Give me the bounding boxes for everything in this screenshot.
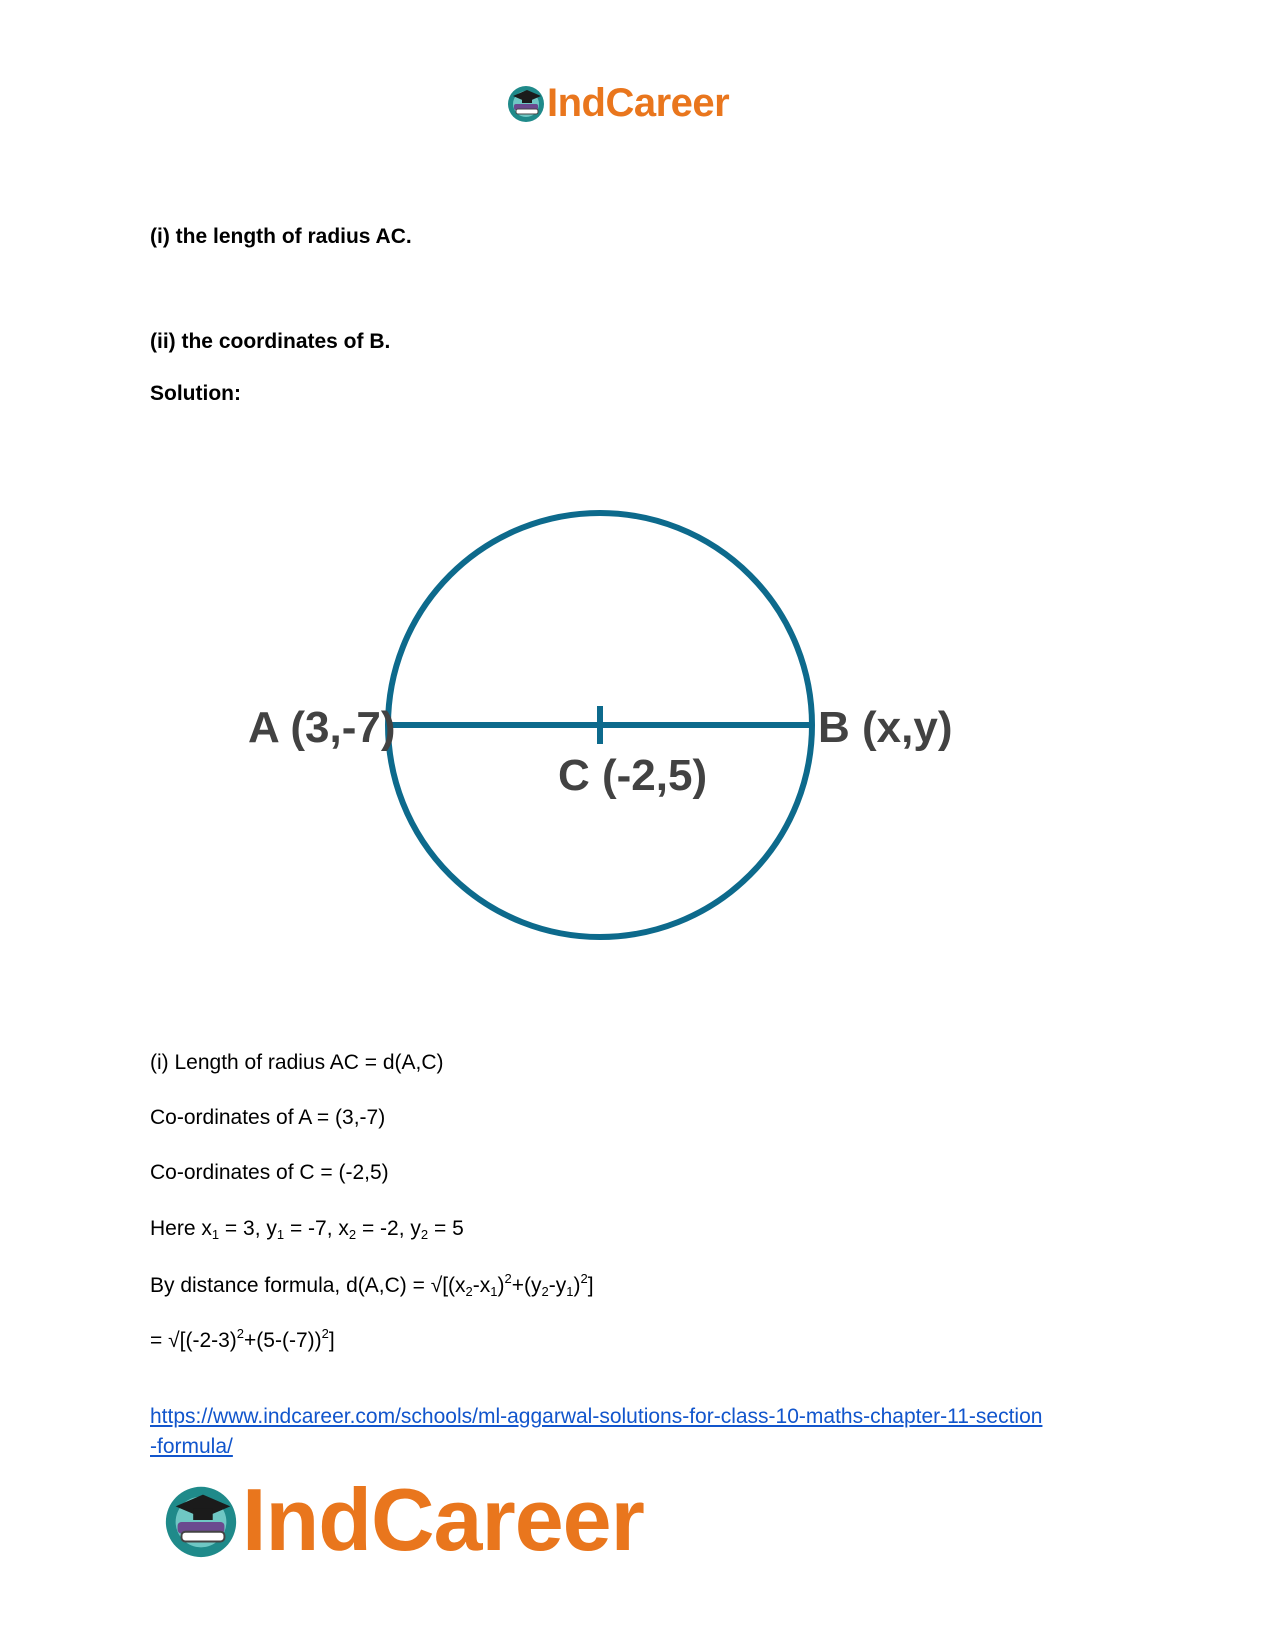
graduation-cap-books-icon [160,1479,242,1561]
question-coordinates-b: (ii) the coordinates of B. [150,330,391,353]
circle-diagram [225,505,1005,955]
label-a: A (3,-7) [248,703,396,752]
logo-wordmark: IndCareer [547,81,730,125]
logo-wordmark: IndCareer [242,1470,644,1569]
solution-line-4: Here $x_1 = 3$, $y_1 = -7$, $x_2 = -2$, $y_2 = 5$ [150,1217,464,1242]
header-logo [505,82,729,124]
solution-line-1: (i) Length of radius AC = d(A,C) [150,1051,444,1074]
source-url-link[interactable]: https://www.indcareer.com/schools/ml-aggarwal-solutions-for-class-10-maths-chapter-11-section -formula/ [150,1405,1043,1458]
label-c: C (-2,5) [558,751,708,800]
footer-logo [160,1470,644,1569]
question-radius: (i) the length of radius AC. [150,225,412,248]
graduation-cap-books-icon [505,82,547,124]
solution-line-2: Co-ordinates of A = (3,-7) [150,1106,386,1129]
solution-line-6: = $√[(-2-3)^2+(5-(-7))^2]$ [150,1326,335,1352]
solution-line-5: By distance formula, $d(A,C) = √[(x_2-x_1)^2+(y_2-y_1)^2]$ [150,1271,594,1299]
solution-line-3: Co-ordinates of C = (-2,5) [150,1161,389,1184]
label-b: B (x,y) [818,703,953,752]
solution-heading: Solution: [150,382,241,405]
